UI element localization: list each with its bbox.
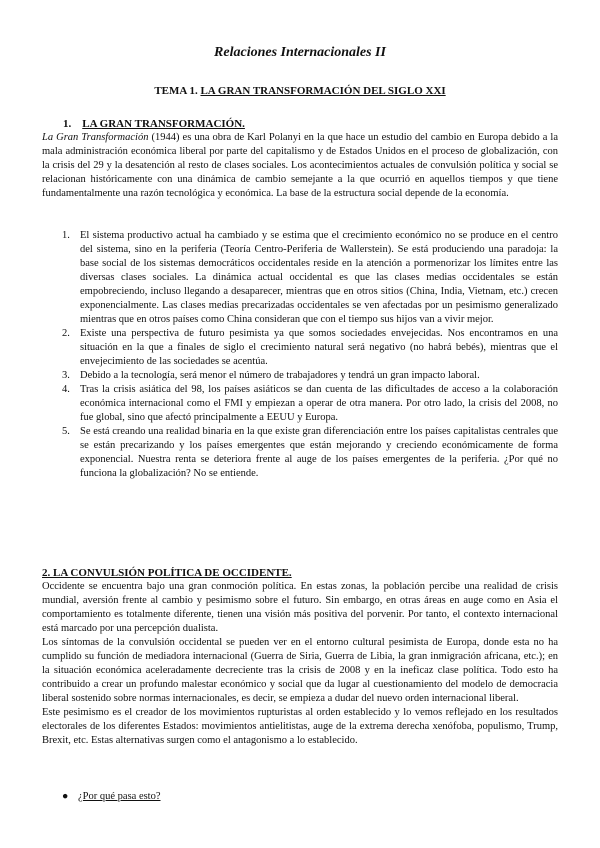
section-1-heading xyxy=(63,117,245,131)
paragraph: Este pesimismo es el creador de los movimientos rupturistas al orden establecido y lo vemos reflejado en los resultados electorales de los diferentes Estados: movimientos antielitistas, auge de la extrema derecha xenófoba, populismo, Trump, Brexit, etc. Estas alternativas surgen como el antagonismo a lo establecido. xyxy=(42,707,558,746)
list-item xyxy=(62,327,558,369)
list-item-text: Debido a la tecnología, será menor el número de trabajadores y tendrá un gran impacto laboral. xyxy=(80,370,480,381)
list-item xyxy=(62,369,558,383)
bullet-item xyxy=(62,790,161,804)
bullet-dot-icon: ● xyxy=(62,791,69,802)
list-item-number: 3. xyxy=(62,370,70,381)
intro-text: (1944) es una obra de Karl Polanyi en la que hace un estudio del cambio en Europa debido a la mala administración económica liberal por parte del capitalismo y de Estados Unidos en el proceso de globalización, con la crisis del 29 y la desatención al resto de clases sociales. Los acontecimientos actuales de convulsión política y social se relacionan históricamente con una dinámica de cambio semejante a la que ocurrió en aquellos tiempos y que tiene fundamentalmente una razón tecnológica y económica. La base de la estructura social depende de la economía. xyxy=(42,132,559,199)
document-title: Relaciones Internacionales II xyxy=(214,45,386,60)
section-1-title: LA GRAN TRANSFORMACIÓN. xyxy=(82,118,245,130)
list-item-text: Se está creando una realidad binaria en la que existe gran diferenciación entre los países capitalistas centrales que se están precarizando y los países emergentes que están mejorando y creciendo económicamente de forma exponencial. Nuestra renta se deteriora frente al auge de los países emergentes de la periferia. ¿Por qué no funciona la globalización? No se entiende. xyxy=(80,426,558,479)
list-item-number: 4. xyxy=(62,384,70,395)
list-item-text: Tras la crisis asiática del 98, los países asiáticos se dan cuenta de las dificultades de acceso a la colaboración económica internacional como el FMI y empiezan a operar de otra manera. Por otro lado, la crisis del 2008, no fue global, sino que afectó principalmente a EEUU y Europa. xyxy=(80,384,558,423)
chapter-heading xyxy=(0,84,600,98)
chapter-prefix: TEMA 1. xyxy=(154,85,201,97)
list-item xyxy=(62,383,558,425)
section-2-heading: 2. LA CONVULSIÓN POLÍTICA DE OCCIDENTE. xyxy=(42,567,292,579)
list-item-text: Existe una perspectiva de futuro pesimista ya que somos sociedades envejecidas. Nos encontramos en una situación en la que a finales de siglo el crecimiento natural será negativo (no habrá bebés), mientras que el envejecimiento de las sociedades se acentúa. xyxy=(80,328,558,367)
section-1-number: 1. xyxy=(63,118,72,130)
list-item xyxy=(62,229,558,327)
numbered-list xyxy=(62,229,558,481)
paragraph: Los síntomas de la convulsión occidental se pueden ver en el entorno cultural pesimista de Europa, donde esta no ha cumplido su función de mediadora internacional (Guerra de Siria, Guerra de Libia, la gran inmigración africana, etc.); en la situación económica aceleradamente decreciente tras la crisis de 2008 y en la ineficaz clase política. Todo esto ha contribuido a crear un profundo malestar económico y social que da lugar al cuestionamiento del modelo de democracia liberal sostenido sobre normas internacionales, es decir, se empieza a dudar del nuevo orden internacional liberal. xyxy=(42,637,558,704)
chapter-title: LA GRAN TRANSFORMACIÓN DEL SIGLO XXI xyxy=(200,85,446,97)
section-2-body xyxy=(42,580,558,748)
paragraph: Occidente se encuentra bajo una gran conmoción política. En estas zonas, la población percibe una realidad de crisis mundial, aversión frente al cambio y pesimismo sobre el futuro. Sin embargo, en otras áreas en auge como en Asia el comportamiento es totalmente diferente, tienen una visión más positiva del porvenir. Por tanto, el contexto internacional está marcado por una percepción dualista. xyxy=(42,581,558,634)
book-title: La Gran Transformación xyxy=(42,132,149,143)
list-item-number: 5. xyxy=(62,426,70,437)
section-1-intro xyxy=(42,131,558,201)
list-item xyxy=(62,425,558,481)
bullet-text: ¿Por qué pasa esto? xyxy=(78,791,161,802)
list-item-text: El sistema productivo actual ha cambiado y se estima que el crecimiento económico no se produce en el centro del sistema, sino en la periferia (Teoría Centro-Periferia de Wallerstein). Se está produciendo una paradoja: la base social de los sistemas democráticos occidentales reside en la atención a pormenorizar los límites entre las diversas clases sociales. La dinámica actual occidental es que las clases medias occidentales se están empobreciendo, incluso llegando a desaparecer, mientras que en otros sitios (China, India, Vietnam, etc.) crecen exponencialmente. Las clases medias precarizadas occidentales se ven afectadas por un pesimismo generalizado mientras que en otros países como China consideran que con el tiempo sus hijos van a vivir mejor. xyxy=(80,230,558,325)
list-item-number: 2. xyxy=(62,328,70,339)
list-item-number: 1. xyxy=(62,230,70,241)
